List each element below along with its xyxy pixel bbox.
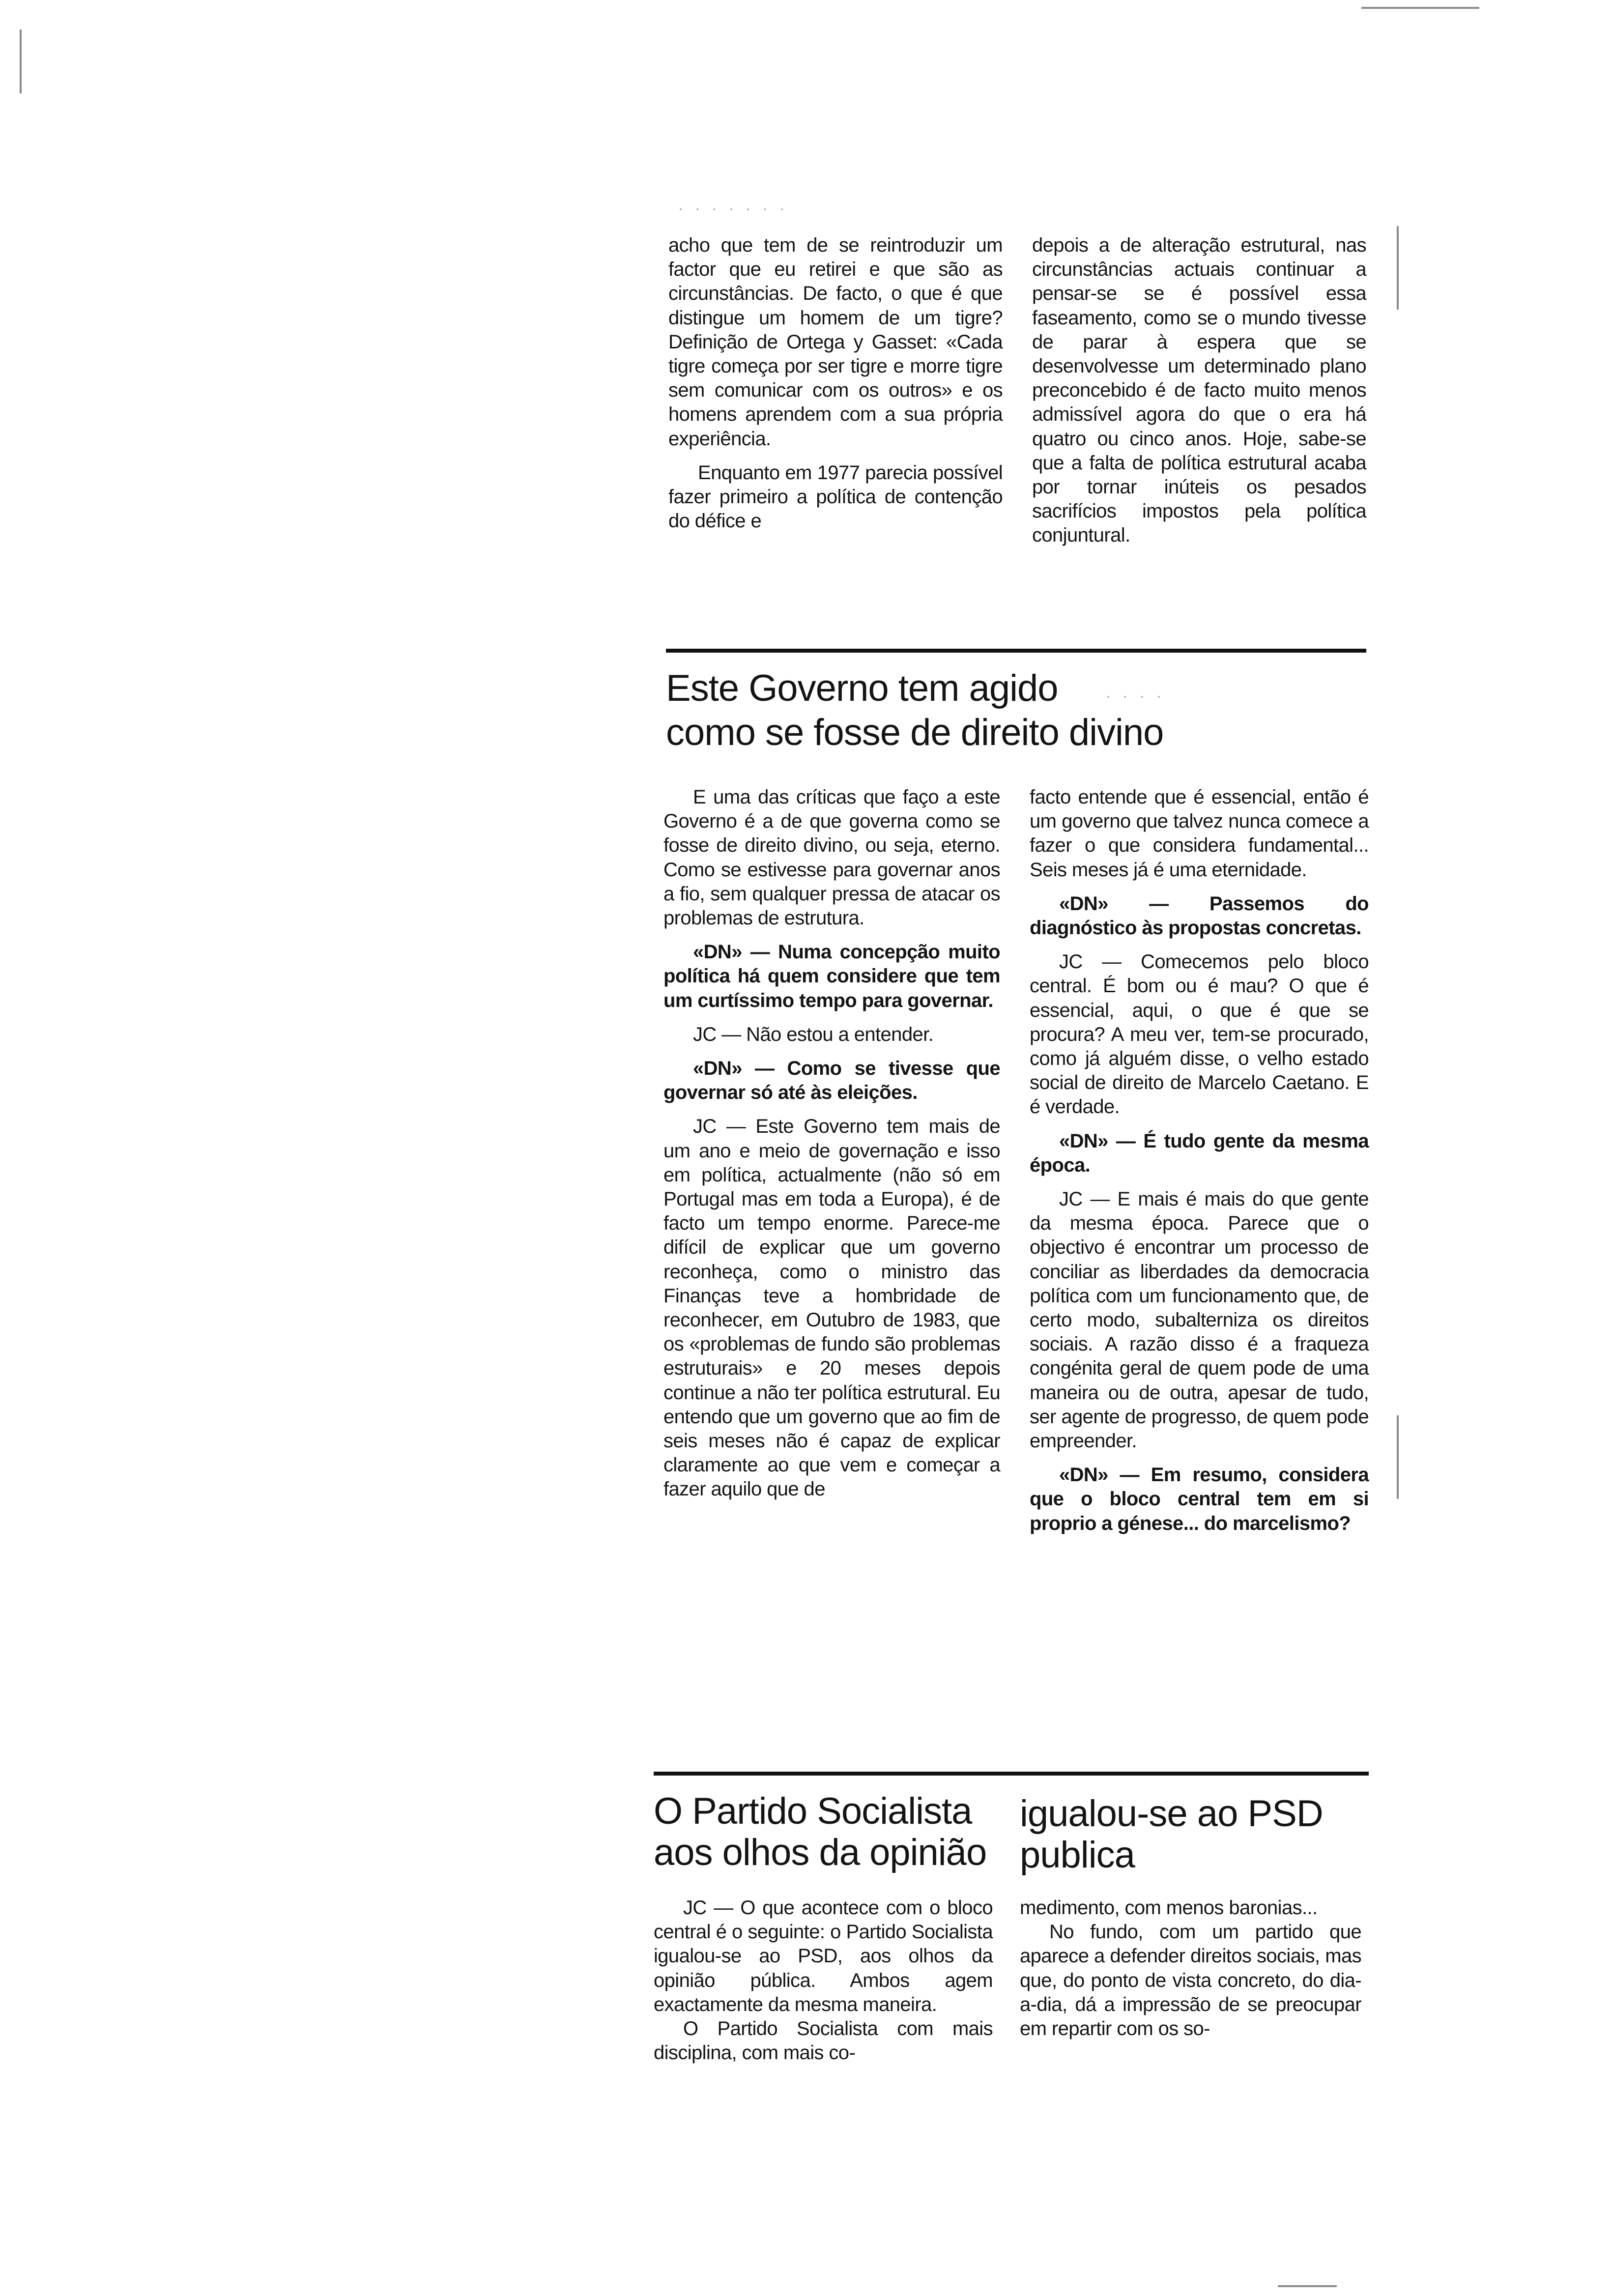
section-divider-1: [666, 649, 1366, 653]
section2-headline-right-line1: igualou-se ao PSD: [1020, 1793, 1323, 1835]
section1-right-question-3: «DN» — Em resumo, considera que o bloco central tem em si proprio a génese... do marcelismo?: [1030, 1464, 1369, 1534]
section2-right-column: [1020, 1896, 1361, 2041]
section1-right-column: [1030, 785, 1369, 1536]
section2-headline-right-line2: publica: [1020, 1834, 1135, 1876]
intro-left-paragraph-1: acho que tem de se reintroduzir um factor que eu retirei e que são as circunstâncias. De facto, o que é que distingue um homem de um tigre? Definição de Ortega y Gasset: «Cada tigre começa por ser tigre e morre tigre sem comunicar com os outros» e os homens aprendem com a sua própria experiência.: [668, 234, 1003, 450]
section2-left-column: [654, 1896, 993, 2065]
section1-right-question-1: «DN» — Passemos do diagnóstico às propostas concretas.: [1030, 892, 1369, 939]
section2-left-paragraph-1: JC — O que acontece com o bloco central é o seguinte: o Partido Socialista igualou-se ao PSD, aos olhos da opinião pública. Ambos agem exactamente da mesma maneira.: [654, 1897, 993, 2015]
intro-left-paragraph-2: Enquanto em 1977 parecia possível fazer primeiro a política de contenção do défice e: [668, 461, 1003, 532]
scan-mark-right-edge-2: [1397, 1415, 1399, 1499]
scan-speckle-top: · · · · · · ·: [678, 201, 788, 217]
section2-right-paragraph-2: No fundo, com um partido que aparece a defender direitos sociais, mas que, do ponto de vista concreto, do dia-a-dia, dá a impressão de se preocupar em repartir com os so-: [1020, 1921, 1361, 2040]
section1-left-paragraph-3: JC — Este Governo tem mais de um ano e meio de governação e isso em política, actualmente (não só em Portugal mas em toda a Europa), é de facto um tempo enorme. Parece-me difícil de explicar que um governo reconheça, como o ministro das Finanças teve a hombridade de reconhecer, em Outubro de 1983, que os «problemas de fundo são problemas estruturais» e 20 meses depois continue a não ter política estrutural. Eu entendo que um governo que ao fim de seis meses não é capaz de explicar claramente ao que vem e começar a fazer aquilo que de: [663, 1116, 1000, 1500]
section1-left-paragraph-2: JC — Não estou a entender.: [693, 1023, 934, 1045]
section2-headline-left-line1: O Partido Socialista: [654, 1790, 972, 1832]
section1-right-paragraph-3: JC — E mais é mais do que gente da mesma época. Parece que o objectivo é encontrar um processo de conciliar as liberdades da democracia política com um funcionamento que, de certo modo, subalterniza os direitos sociais. A razão disso é a fraqueza congénita geral de quem pode de uma maneira ou de outra, apesar de tudo, ser agente de progresso, de quem pode empreender.: [1030, 1188, 1369, 1452]
scan-mark-top-right: [1361, 7, 1479, 9]
intro-left-column: [668, 233, 1003, 533]
scan-mark-bottom: [1278, 2285, 1337, 2287]
section1-left-question-2: «DN» — Como se tivesse que governar só até às eleições.: [663, 1058, 1000, 1104]
section2-right-paragraph-1: medimento, com menos baronias...: [1020, 1897, 1318, 1919]
section1-left-question-1: «DN» — Numa concepção muito política há quem considere que tem um curtíssimo tempo para governar.: [663, 941, 1000, 1011]
section1-left-column: [663, 785, 1000, 1502]
section1-left-paragraph-1: E uma das críticas que faço a este Governo é a de que governa como se fosse de direito divino, ou seja, eterno. Como se estivesse para governar anos a fio, sem qualquer pressa de atacar os problemas de estrutura.: [663, 786, 1000, 929]
intro-right-paragraph-1: depois a de alteração estrutural, nas circunstâncias actuais continuar a pensar-se se é possível essa faseamento, como se o mundo tivesse de parar à espera que se desenvolvesse um determinado plano preconcebido é de facto muito menos admissível agora do que o era há quatro ou cinco anos. Hoje, sabe-se que a falta de política estrutural acaba por tornar inúteis os pesados sacrifícios impostos pela política conjuntural.: [1032, 234, 1366, 546]
section1-headline-line1: Este Governo tem agido: [666, 667, 1058, 709]
intro-right-column: [1032, 233, 1366, 548]
scan-speckle-mid: · · · ·: [1106, 688, 1165, 704]
section1-right-paragraph-2: JC — Comecemos pelo bloco central. É bom ou é mau? O que é essencial, aqui, o que é que se procura? A meu ver, tem-se procurado, como já alguém disse, o velho estado social de direito de Marcelo Caetano. E é verdade.: [1030, 951, 1369, 1118]
section1-right-paragraph-1: facto entende que é essencial, então é um governo que talvez nunca comece a fazer o que considera fundamental... Seis meses já é uma eternidade.: [1030, 786, 1369, 881]
section1-right-question-2: «DN» — É tudo gente da mesma época.: [1030, 1130, 1369, 1176]
section-divider-2: [654, 1772, 1369, 1776]
scan-mark-left-edge: [20, 29, 22, 93]
section2-left-paragraph-2: O Partido Socialista com mais disciplina, com mais co-: [654, 2018, 993, 2064]
scan-mark-right-edge: [1397, 226, 1399, 310]
section2-headline-left-line2: aos olhos da opinião: [654, 1832, 987, 1873]
section1-headline-line2: como se fosse de direito divino: [666, 712, 1164, 753]
